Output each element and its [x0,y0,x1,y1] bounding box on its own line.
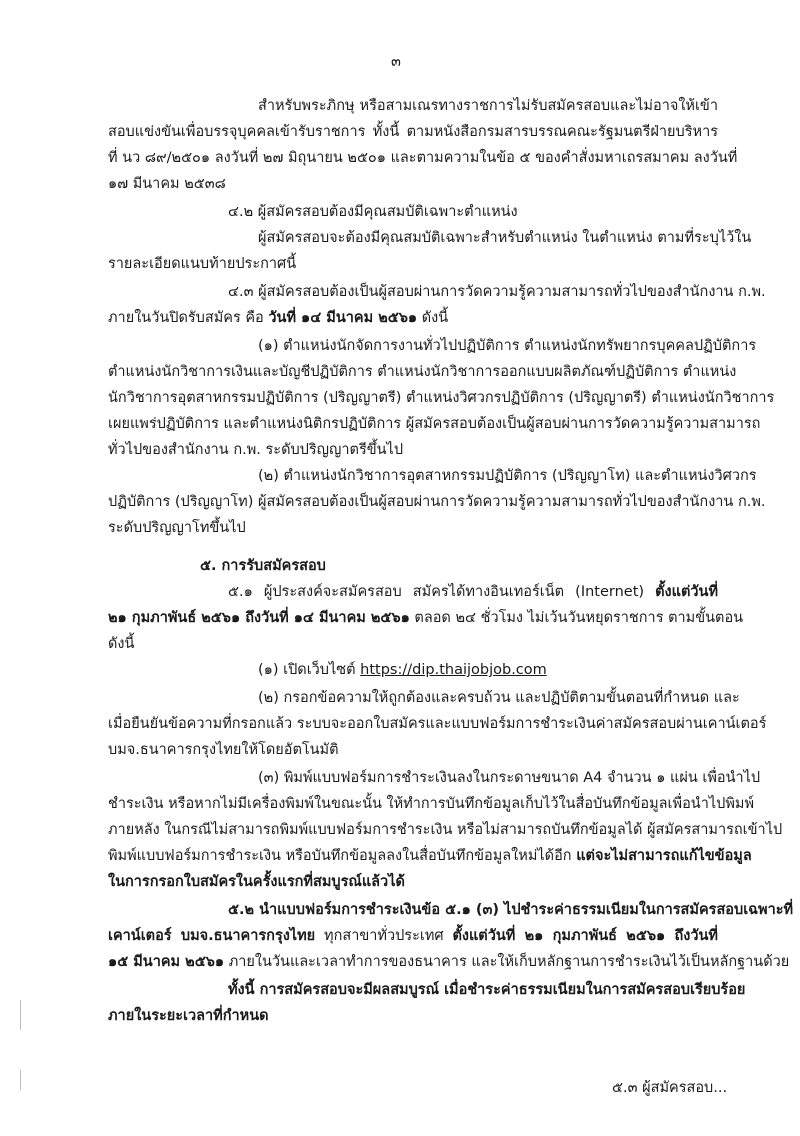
text-run: สำหรับพระภิกษุ หรือสามเณรทางราชการไม่รับสมัครสอบและไม่อาจให้เข้า [258,98,718,114]
text-line [108,308,448,328]
text-line [108,518,246,538]
bold-text: ตั้งแต่วันที่ ๒๑ กุมภาพันธ์ ๒๕๖๑ ถึงวันที่ [452,928,718,944]
bold-text: ในการกรอกใบสมัครในครั้งแรกที่สมบูรณ์แล้วได้ [108,874,405,890]
text-run: ผู้สมัครสอบจะต้องมีคุณสมบัติเฉพาะสำหรับตำแหน่ง ในตำแหน่ง ตามที่ระบุไว้ใน [258,230,752,246]
section-heading [228,202,518,222]
bold-text: ๒๑ กุมภาพันธ์ ๒๕๖๑ ถึงวันที่ ๑๔ มีนาคม ๒๕๖๑ [108,610,410,626]
website-link[interactable]: https://dip.thaijobjob.com [360,662,547,678]
text-run: สอบแข่งขันเพื่อบรรจุบุคคลเข้ารับราชการ ทั้งนี้ ตามหนังสือกรมสารบรรณคณะรัฐมนตรีฝ่ายบริหาร [108,124,718,140]
text-run: ภายในวันและเวลาทำการของธนาคาร และให้เก็บหลักฐานการชำระเงินไว้เป็นหลักฐานด้วย [224,954,790,970]
text-run: พิมพ์แบบฟอร์มการชำระเงิน หรือบันทึกข้อมูลลงในสื่อบันทึกข้อมูลใหม่ได้อีก [108,848,577,864]
text-run: ๔.๓ ผู้สมัครสอบต้องเป็นผู้สอบผ่านการวัดความรู้ความสามารถทั่วไปของสำนักงาน ก.พ. [228,284,766,300]
text-line [108,608,744,628]
scan-mark [20,1000,21,1030]
text-run: ดังนี้ [417,310,449,326]
text-line [258,336,757,356]
text-run: (๑) เปิดเว็บไซต์ [258,662,361,678]
text-run: ๑๗ มีนาคม ๒๕๓๘ [108,176,226,192]
text-run: ปฏิบัติการ (ปริญญาโท) ผู้สมัครสอบต้องเป็นผู้สอบผ่านการวัดความรู้ความสามารถทั่วไปของสำนักงาน ก.พ. [108,494,766,510]
text-line [108,414,761,434]
text-line [108,794,755,814]
text-line [108,122,718,142]
text-run: ทุกสาขาทั่วประเทศ [315,928,453,944]
text-run: ดังนี้ [108,636,135,652]
text-line [228,582,718,602]
bold-text: ๕. การรับสมัครสอบ [200,558,326,574]
text-run: เผยแพร่ปฏิบัติการ และตำแหน่งนิติกรปฏิบัติการ ผู้สมัครสอบต้องเป็นผู้สอบผ่านการวัดความรู้ความสามารถ [108,416,761,432]
text-run: ที่ นว ๘๙/๒๕๐๑ ลงวันที่ ๒๗ มิถุนายน ๒๕๐๑ และตามความในข้อ ๕ ของคำสั่งมหาเถรสมาคม ลงวันที่ [108,150,738,166]
section-heading [228,900,794,920]
text-line [258,688,740,708]
text-line [108,714,767,734]
text-line [108,440,403,460]
text-line [108,362,737,382]
text-line [108,148,738,168]
text-line [108,952,790,972]
text-run: ภายในวันปิดรับสมัคร คือ [108,310,269,326]
text-line [108,926,718,946]
text-line [108,1006,269,1026]
text-line [108,388,775,408]
bold-text: วันที่ ๑๔ มีนาคม ๒๕๖๑ [268,310,418,326]
bold-text: เคาน์เตอร์ บมจ.ธนาคารกรุงไทย [108,928,316,944]
text-line [258,96,718,116]
text-line [258,660,547,680]
text-line [108,492,766,512]
text-run: บมจ.ธนาคารกรุงไทยให้โดยอัตโนมัติ [108,742,339,758]
text-line [258,466,757,486]
bold-text: ทั้งนี้ การสมัครสอบจะมีผลสมบูรณ์ เมื่อชำระค่าธรรมเนียมในการสมัครสอบเรียบร้อย [228,982,746,998]
text-run: ระดับปริญญาโทขึ้นไป [108,520,246,536]
text-run: ๕.๑ ผู้ประสงค์จะสมัครสอบ สมัครได้ทางอินเทอร์เน็ต (Internet) [228,584,656,600]
text-line [108,740,339,760]
text-run: นักวิชาการอุตสาหกรรมปฏิบัติการ (ปริญญาตรี) ตำแหน่งวิศวกรปฏิบัติการ (ปริญญาตรี) ตำแหน่งนักวิชาการ [108,390,775,406]
bold-text: ๕.๒ นำแบบฟอร์มการชำระเงินข้อ ๕.๑ (๓) ไปชำระค่าธรรมเนียมในการสมัครสอบเฉพาะที่ [228,902,794,918]
text-run: (๒) กรอกข้อความให้ถูกต้องและครบถ้วน และปฏิบัติตามขั้นตอนที่กำหนด และ [258,690,740,706]
text-line [108,846,752,866]
text-run: ๕.๓ ผู้สมัครสอบ... [612,1080,728,1096]
text-line [108,254,296,274]
text-line [108,820,783,840]
text-line [108,634,134,654]
continuation-note [612,1078,727,1098]
text-run: ทั่วไปของสำนักงาน ก.พ. ระดับปริญญาตรีขึ้นไป [108,442,404,458]
text-line [258,768,761,788]
text-run: ชำระเงิน หรือหากไม่มีเครื่องพิมพ์ในขณะนั้น ให้ทำการบันทึกข้อมูลเก็บไว้ในสื่อบันทึกข้อมูลเพื่อนำไปพิมพ์ [108,796,755,812]
text-line [258,228,752,248]
bold-text: แต่จะไม่สามารถแก้ไขข้อมูล [576,848,752,864]
text-run: ภายหลัง ในกรณีไม่สามารถพิมพ์แบบฟอร์มการชำระเงิน หรือไม่สามารถบันทึกข้อมูลได้ ผู้สมัครสามารถเข้าไป [108,822,783,838]
scan-mark [20,1070,21,1090]
text-run: (๒) ตำแหน่งนักวิชาการอุตสาหกรรมปฏิบัติการ (ปริญญาโท) และตำแหน่งวิศวกร [258,468,757,484]
text-line [108,174,226,194]
text-run: เมื่อยืนยันข้อความที่กรอกแล้ว ระบบจะออกใบสมัครและแบบฟอร์มการชำระเงินค่าสมัครสอบผ่านเคาน์เตอร์ [108,716,767,732]
text-run: ตำแหน่งนักวิชาการเงินและบัญชีปฏิบัติการ ตำแหน่งนักวิชาการออกแบบผลิตภัณฑ์ปฏิบัติการ ตำแหน่ง [108,364,737,380]
bold-text: ๑๕ มีนาคม ๒๕๖๑ [108,954,225,970]
section-heading [228,282,766,302]
text-line [228,980,746,1000]
text-line [108,872,405,892]
text-run: (๓) พิมพ์แบบฟอร์มการชำระเงินลงในกระดาษขนาด A4 จำนวน ๑ แผ่น เพื่อนำไป [258,770,761,786]
text-run: ตลอด ๒๔ ชั่วโมง ไม่เว้นวันหยุดราชการ ตามขั้นตอน [409,610,744,626]
text-run: (๑) ตำแหน่งนักจัดการงานทั่วไปปฏิบัติการ ตำแหน่งนักทรัพยากรบุคคลปฏิบัติการ [258,338,757,354]
bold-text: ตั้งแต่วันที่ [655,584,718,600]
text-run: ๔.๒ ผู้สมัครสอบต้องมีคุณสมบัติเฉพาะตำแหน่ง [228,204,518,220]
section-title [200,556,326,576]
text-run: รายละเอียดแนบท้ายประกาศนี้ [108,256,297,272]
page-number: ๓ [391,54,401,70]
bold-text: ภายในระยะเวลาที่กำหนด [108,1008,269,1024]
